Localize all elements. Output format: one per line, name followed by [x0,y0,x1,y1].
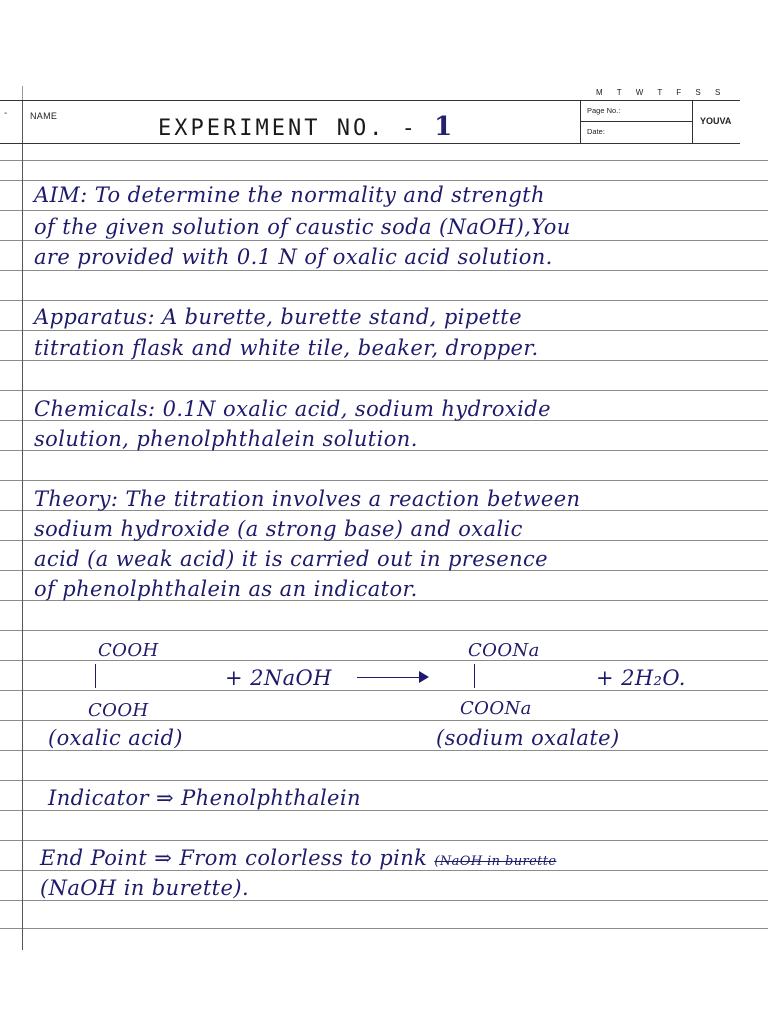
ruled-line [0,180,768,181]
theory-line-4: of phenolphthalein as an indicator. [34,577,418,601]
brand-logo: YOUVA [700,116,732,126]
reactant-top: COOH [98,640,159,661]
experiment-number: 1 [434,112,453,142]
name-label: NAME [30,111,58,121]
ruled-line [0,210,768,211]
ruled-line [0,360,768,361]
page-no-label: Page No.: [587,106,621,115]
ruled-line [0,480,768,481]
header-tick: - [4,108,8,119]
page-date-box [580,101,693,143]
product-top: COONa [468,640,540,661]
end-point-text: End Point ⇒ From colorless to pink [40,846,428,870]
ruled-line [0,390,768,391]
aim-line-2: of the given solution of caustic soda (NaOH),You [34,215,571,239]
box-divider [581,121,693,122]
apparatus-line-2: titration flask and white tile, beaker, dropper. [34,336,539,360]
ruled-line [0,780,768,781]
ruled-line [0,690,768,691]
ruled-line [0,240,768,241]
reactant-bottom: COOH [88,700,149,721]
ruled-line [0,330,768,331]
page-title [158,112,452,142]
aim-line-3: are provided with 0.1 N of oxalic acid solution. [34,245,553,269]
page-title-text: EXPERIMENT NO. - [158,116,418,141]
ruled-line [0,630,768,631]
ruled-line [0,300,768,301]
ruled-line [0,928,768,929]
brand-box [692,101,741,143]
product-name: (sodium oxalate) [436,726,620,750]
chemicals-line-2: solution, phenolphthalein solution. [34,427,418,451]
reactant-bond [95,664,96,688]
margin-line [22,100,23,950]
end-point-line-2: (NaOH in burette). [40,876,250,900]
aim-line-1: AIM: To determine the normality and strength [34,183,545,207]
theory-line-2: sodium hydroxide (a strong base) and oxalic [34,517,523,541]
date-label: Date: [587,127,605,136]
reagent: + 2NaOH [225,666,332,690]
ruled-line [0,900,768,901]
indicator-line: Indicator ⇒ Phenolphthalein [48,786,361,810]
theory-line-1: Theory: The titration involves a reaction between [34,487,581,511]
theory-line-3: acid (a weak acid) it is carried out in presence [34,547,548,571]
struck-text: (NaOH in burette [434,854,557,869]
reactant-name: (oxalic acid) [48,726,183,750]
ruled-line [0,270,768,271]
product-bond [474,664,475,688]
arrow-head-icon [419,671,429,683]
end-point-line-1 [40,846,557,870]
ruled-line [0,870,768,871]
ruled-line [0,160,768,161]
ruled-line [0,810,768,811]
apparatus-line-1: Apparatus: A burette, burette stand, pipette [34,305,522,329]
weekday-markers: M T W T F S S [596,88,721,97]
ruled-line [0,750,768,751]
ruled-line [0,840,768,841]
product-bottom: COONa [460,698,532,719]
chemicals-line-1: Chemicals: 0.1N oxalic acid, sodium hydroxide [34,397,551,421]
byproduct: + 2H₂O. [596,666,686,690]
page-header [0,100,740,144]
reaction-arrow [357,677,421,678]
